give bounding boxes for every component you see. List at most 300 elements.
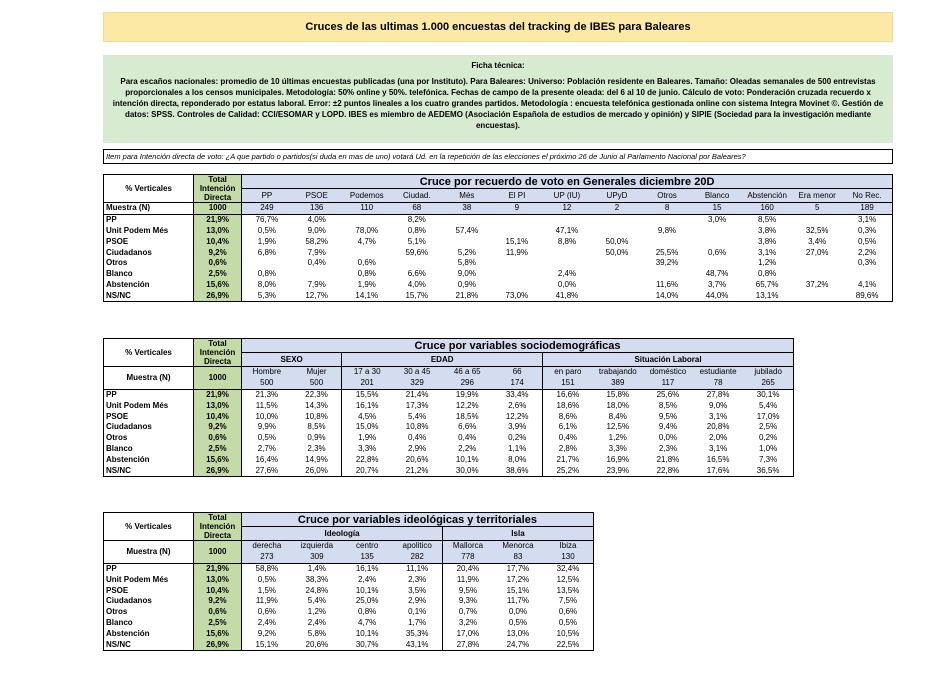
column-header: Menorca xyxy=(493,541,543,552)
group-header: Ideología xyxy=(242,527,443,541)
cell-value xyxy=(542,214,592,225)
cell-value xyxy=(542,258,592,269)
cell-value xyxy=(792,214,842,225)
column-header: derecha xyxy=(242,541,292,552)
cell-value xyxy=(492,280,542,291)
row-label: PSOE xyxy=(104,236,194,247)
cell-value: 25,6% xyxy=(656,389,680,399)
column-header: izquierda xyxy=(292,541,342,552)
table-row xyxy=(104,269,893,280)
cell-value: 15,7% xyxy=(392,290,442,301)
cell-value: 30,7% xyxy=(342,639,392,650)
cell-value: 1,2% xyxy=(608,433,627,443)
cell-value: 16,9% xyxy=(606,454,630,464)
cell-value: 0,8% xyxy=(257,269,277,279)
cell-value xyxy=(592,280,642,291)
muestra-value: 189 xyxy=(842,203,892,215)
cell-value: 14,0% xyxy=(642,290,692,301)
table-row xyxy=(104,400,794,411)
table-row xyxy=(104,433,794,444)
column-header: 30 a 45 xyxy=(392,367,442,378)
cell-value: 2,6% xyxy=(492,400,542,411)
muestra-total: 1000 xyxy=(194,541,242,564)
table-row xyxy=(104,585,594,596)
table-row xyxy=(104,389,794,400)
cell-value: 3,8% xyxy=(758,236,777,246)
table-row xyxy=(104,596,594,607)
cell-value: 9,2% xyxy=(257,628,276,638)
row-total: 0,6% xyxy=(194,607,242,618)
column-header: PSOE xyxy=(292,189,342,203)
cell-value: 3,3% xyxy=(608,443,627,453)
cell-value: 25,5% xyxy=(655,247,679,257)
cell-value xyxy=(692,258,742,269)
cell-value: 58,2% xyxy=(305,236,329,246)
muestra-value: 329 xyxy=(392,378,442,389)
verticales-label: % Verticales xyxy=(104,513,194,541)
cell-value: 35,3% xyxy=(392,628,442,639)
column-header: trabajando xyxy=(593,367,643,378)
cell-value: 5,4% xyxy=(743,400,793,411)
cell-value: 3,1% xyxy=(842,214,892,225)
cell-value: 6,8% xyxy=(257,247,277,257)
cell-value: 0,6% xyxy=(707,247,727,257)
cell-value: 2,9% xyxy=(407,443,427,453)
row-total: 13,0% xyxy=(194,226,242,237)
cell-value: 9,5% xyxy=(458,585,478,595)
cell-value: 9,0% xyxy=(709,400,728,410)
cell-value: 8,2% xyxy=(407,215,426,225)
cell-value: 9,0% xyxy=(307,225,326,235)
cell-value: 0,6% xyxy=(257,607,276,617)
muestra-value: 78 xyxy=(693,378,743,389)
cell-value: 19,9% xyxy=(455,389,479,399)
muestra-value: 68 xyxy=(392,203,442,215)
cell-value: 5,4% xyxy=(307,596,327,606)
cell-value: 16,1% xyxy=(355,563,379,573)
row-label: Ciudadanos xyxy=(104,596,194,607)
row-total: 13,0% xyxy=(194,574,242,585)
muestra-label: Muestra (N) xyxy=(104,203,194,215)
row-total: 21,9% xyxy=(194,214,242,225)
row-label: NS/NC xyxy=(104,290,194,301)
cell-value: 38,3% xyxy=(305,574,329,584)
cell-value: 8,8% xyxy=(557,236,577,246)
ficha-text: Para escaños nacionales: promedio de 10 últimas encuestas publicadas (una por Instituto). Para Baleares: Universo: Población residente en Baleares. Tamaño: Oleadas semanales de 500 entrevistas proporcionales a los censos municipales. Metodología: 50% online y 50%. telefónica. Fechas de campo de la presente oleada: del 6 al 10 de junio. Cálculo de voto: Ponderación cruzada recuerdo x intención directa, reponderado por estatus laboral. Error: ±2 puntos lineales a los cuatro grandes partidos. Metodología : encuesta telefónica gestionada online con sistema Integra Movinet ©. Gestión de datos: SPSS. Controles de Calidad: CCI/ESOMAR y LOPD. IBES es miembro de AEDEMO (Asociación Española de estudios de mercado y opinión) y SIPIE (Sociedad para la investigación mediante encuestas). xyxy=(112,77,884,130)
row-total: 21,9% xyxy=(194,563,242,574)
table-row xyxy=(104,454,794,465)
cell-value: 5,8% xyxy=(307,628,327,638)
cell-value: 10,0% xyxy=(255,411,279,421)
cell-value: 10,5% xyxy=(543,628,593,639)
cell-value: 5,3% xyxy=(242,290,292,301)
group-header: Isla xyxy=(443,527,594,541)
column-header: Otros xyxy=(642,189,692,203)
cell-value: 2,2% xyxy=(842,247,892,258)
cell-value: 2,7% xyxy=(257,443,276,453)
cell-value: 48,7% xyxy=(705,269,729,279)
group-header: Situación Laboral xyxy=(543,353,794,367)
muestra-label: Muestra (N) xyxy=(104,541,194,564)
row-label: Unit Podem Més xyxy=(104,226,194,237)
cell-value: 0,6% xyxy=(543,607,593,618)
ficha-heading: Ficha técnica: xyxy=(471,61,525,70)
cell-value: 50,0% xyxy=(605,236,629,246)
cell-value xyxy=(292,269,342,280)
cell-value: 24,8% xyxy=(305,585,329,595)
cell-value xyxy=(642,236,692,247)
cell-value: 30,1% xyxy=(743,389,793,400)
table-row xyxy=(104,258,893,269)
cell-value: 1,9% xyxy=(257,236,277,246)
muestra-value: 2 xyxy=(592,203,642,215)
cell-value xyxy=(492,269,542,280)
muestra-value: 9 xyxy=(492,203,542,215)
cell-value: 2,4% xyxy=(358,574,377,584)
muestra-label: Muestra (N) xyxy=(104,367,194,390)
cell-value: 32,5% xyxy=(805,225,829,235)
cell-value xyxy=(592,269,642,280)
column-header: apolitico xyxy=(392,541,442,552)
cell-value: 27,8% xyxy=(706,389,730,399)
cell-value: 3,1% xyxy=(709,411,728,421)
table-row xyxy=(104,607,594,618)
cell-value: 7,9% xyxy=(307,247,326,257)
cell-value: 30,0% xyxy=(442,465,492,476)
cell-value: 0,4% xyxy=(407,433,427,443)
column-header: Ibiza xyxy=(543,541,593,552)
cell-value: 25,0% xyxy=(355,596,379,606)
cell-value xyxy=(342,214,392,225)
cell-value: 58,8% xyxy=(255,563,279,573)
cell-value: 1,2% xyxy=(307,607,327,617)
group-header: EDAD xyxy=(342,353,543,367)
cell-value: 21,7% xyxy=(556,454,580,464)
cell-value: 16,4% xyxy=(255,454,279,464)
muestra-value: 160 xyxy=(742,203,792,215)
cell-value: 0,7% xyxy=(458,607,478,617)
cell-value xyxy=(692,226,742,237)
cell-value: 1,7% xyxy=(392,618,442,629)
column-header: UPyD xyxy=(592,189,642,203)
row-label: PSOE xyxy=(104,585,194,596)
row-label: Blanco xyxy=(104,269,194,280)
row-total: 13,0% xyxy=(194,400,242,411)
cell-value: 38,6% xyxy=(492,465,542,476)
cell-value: 8,4% xyxy=(608,411,627,421)
cell-value: 1,0% xyxy=(743,444,793,455)
cell-value: 43,1% xyxy=(392,639,442,650)
cell-value: 4,5% xyxy=(358,411,377,421)
row-label: Ciudadanos xyxy=(104,247,194,258)
column-header: doméstico xyxy=(643,367,693,378)
cell-value: 17,0% xyxy=(743,411,793,422)
cell-value xyxy=(842,269,892,280)
row-label: Blanco xyxy=(104,444,194,455)
row-total: 9,2% xyxy=(194,247,242,258)
cell-value: 41,8% xyxy=(542,290,592,301)
cell-value xyxy=(792,290,842,301)
cell-value: 17,6% xyxy=(693,465,743,476)
cell-value: 10,8% xyxy=(292,411,342,422)
column-header: El PI xyxy=(492,189,542,203)
row-total: 26,9% xyxy=(194,290,242,301)
cell-value: 32,4% xyxy=(543,563,593,574)
cell-value: 0,6% xyxy=(357,258,376,268)
table-row xyxy=(104,563,594,574)
column-header: centro xyxy=(342,541,392,552)
cell-value: 2,3% xyxy=(392,574,442,585)
cell-value: 2,2% xyxy=(458,443,477,453)
cell-value: 1,1% xyxy=(492,444,542,455)
cell-value: 22,8% xyxy=(643,465,693,476)
cell-value: 8,5% xyxy=(292,422,342,433)
total-header-line: Intención xyxy=(199,184,236,193)
cell-value: 0,3% xyxy=(842,258,892,269)
cell-value: 1,5% xyxy=(257,585,276,595)
cell-value: 0,5% xyxy=(257,225,277,235)
cell-value: 11,1% xyxy=(392,563,442,574)
muestra-value: 110 xyxy=(342,203,392,215)
cell-value: 5,4% xyxy=(407,411,427,421)
column-header: No Rec. xyxy=(842,189,892,203)
cell-value: 26,0% xyxy=(292,465,342,476)
muestra-value: 174 xyxy=(492,378,542,389)
table-row xyxy=(104,411,794,422)
cell-value: 9,4% xyxy=(658,422,678,432)
cell-value: 2,9% xyxy=(392,596,442,607)
column-header: Mujer xyxy=(292,367,342,378)
cell-value: 17,3% xyxy=(405,400,429,410)
cell-value: 21,8% xyxy=(442,290,492,301)
muestra-value: 135 xyxy=(342,552,392,563)
column-header: Podemos xyxy=(342,189,392,203)
cell-value: 11,9% xyxy=(505,247,528,257)
table-recuerdo-voto xyxy=(103,174,893,302)
cell-value: 3,4% xyxy=(808,236,827,246)
row-total: 21,9% xyxy=(194,389,242,400)
cell-value: 0,8% xyxy=(758,269,777,279)
muestra-value: 117 xyxy=(643,378,693,389)
muestra-value: 273 xyxy=(242,552,292,563)
cell-value: 3,5% xyxy=(392,585,442,596)
cell-value: 17,2% xyxy=(506,574,530,584)
cell-value: 1,4% xyxy=(307,563,327,573)
muestra-value: 296 xyxy=(442,378,492,389)
cell-value: 7,5% xyxy=(543,596,593,607)
muestra-total: 1000 xyxy=(194,367,242,390)
table-row xyxy=(104,618,594,629)
cell-value: 9,8% xyxy=(657,225,677,235)
cell-value xyxy=(542,247,592,258)
cell-value: 22,8% xyxy=(355,454,379,464)
muestra-total: 1000 xyxy=(194,203,242,215)
cell-value: 8,6% xyxy=(558,411,577,421)
cell-value: 73,0% xyxy=(492,290,542,301)
total-header-line: Intención xyxy=(199,522,236,531)
page-title: Cruces de las ultimas 1.000 encuestas del tracking de IBES para Baleares xyxy=(103,12,893,42)
column-header: UP (IU) xyxy=(542,189,592,203)
cell-value: 0,3% xyxy=(842,226,892,237)
cell-value: 27,0% xyxy=(805,247,829,257)
cell-value: 18,0% xyxy=(606,400,630,410)
table-row xyxy=(104,574,594,585)
cell-value: 5,2% xyxy=(457,247,476,257)
cell-value: 10,1% xyxy=(455,454,479,464)
muestra-value: 151 xyxy=(543,378,593,389)
row-total: 2,5% xyxy=(194,618,242,629)
cell-value: 2,3% xyxy=(292,444,342,455)
row-label: Abstención xyxy=(104,628,194,639)
muestra-value: 265 xyxy=(743,378,793,389)
question-item: Item para Intención directa de voto: ¿A que partido o partidos(si duda en mas de uno) votará Ud. en la repetición de las elecciones el próximo 26 de Junio al Parlamento Nacional por Baleares? xyxy=(103,149,893,164)
cell-value: 21,4% xyxy=(405,389,429,399)
row-total: 10,4% xyxy=(194,411,242,422)
row-label: Otros xyxy=(104,433,194,444)
cell-value: 15,1% xyxy=(505,236,529,246)
ficha-tecnica xyxy=(103,55,893,143)
cell-value: 2,4% xyxy=(307,617,327,627)
row-total: 9,2% xyxy=(194,596,242,607)
column-header: 17 a 30 xyxy=(342,367,392,378)
muestra-value: 15 xyxy=(692,203,742,215)
cell-value: 9,9% xyxy=(257,422,276,432)
cell-value: 0,1% xyxy=(392,607,442,618)
cell-value xyxy=(492,214,542,225)
column-header: PP xyxy=(242,189,292,203)
cell-value xyxy=(642,214,692,225)
muestra-value: 83 xyxy=(493,552,543,563)
cell-value: 14,9% xyxy=(292,454,342,465)
cell-value: 11,9% xyxy=(456,574,479,584)
group-header: SEXO xyxy=(242,353,342,367)
cell-value: 14,3% xyxy=(292,400,342,411)
cell-value xyxy=(442,236,492,247)
cell-value: 7,9% xyxy=(307,279,326,289)
row-label: Abstención xyxy=(104,280,194,291)
column-header: 46 a 65 xyxy=(442,367,492,378)
cell-value: 3,3% xyxy=(358,443,377,453)
row-label: PP xyxy=(104,389,194,400)
cell-value: 15,1% xyxy=(242,639,292,650)
column-header: 66 xyxy=(492,367,542,378)
row-total: 15,6% xyxy=(194,280,242,291)
cell-value: 1,9% xyxy=(357,279,376,289)
cell-value: 1,2% xyxy=(758,258,777,268)
total-header xyxy=(194,513,242,541)
cell-value: 3,7% xyxy=(707,279,727,289)
cell-value xyxy=(592,258,642,269)
cell-value: 33,4% xyxy=(492,389,542,400)
cell-value: 59,6% xyxy=(405,247,429,257)
column-header: Hombre xyxy=(242,367,292,378)
column-header: jubilado xyxy=(743,367,793,378)
muestra-value: 12 xyxy=(542,203,592,215)
total-header-line: Directa xyxy=(203,357,232,366)
cell-value: 22,3% xyxy=(292,389,342,400)
table-ideologicas xyxy=(103,512,594,651)
cell-value: 3,9% xyxy=(492,422,542,433)
cell-value: 37,2% xyxy=(805,279,829,289)
cell-value: 10,1% xyxy=(355,585,379,595)
cell-value: 8,5% xyxy=(658,400,678,410)
row-total: 0,6% xyxy=(194,258,242,269)
cell-value: 65,7% xyxy=(755,279,779,289)
cell-value: 57,4% xyxy=(455,225,479,235)
row-total: 9,2% xyxy=(194,422,242,433)
cell-value: 15,8% xyxy=(606,389,630,399)
table-row xyxy=(104,247,893,258)
cell-value: 21,8% xyxy=(656,454,680,464)
cell-value: 2,3% xyxy=(658,443,678,453)
cell-value xyxy=(442,214,492,225)
cell-value xyxy=(242,258,292,269)
muestra-value: 8 xyxy=(642,203,692,215)
cell-value: 6,6% xyxy=(407,269,426,279)
table-row xyxy=(104,422,794,433)
cell-value xyxy=(792,258,842,269)
muestra-value: 5 xyxy=(792,203,842,215)
cell-value: 10,8% xyxy=(405,422,429,432)
cell-value: 0,5% xyxy=(842,236,892,247)
cell-value: 6,6% xyxy=(458,422,477,432)
cell-value: 10,1% xyxy=(355,628,379,638)
cell-value: 4,0% xyxy=(307,215,326,225)
cell-value: 15,5% xyxy=(355,389,379,399)
cell-value: 8,0% xyxy=(492,454,542,465)
row-label: Unit Podem Més xyxy=(104,574,194,585)
cell-value: 0,5% xyxy=(257,574,276,584)
total-header-line: Total xyxy=(208,513,227,522)
cell-value: 2,0% xyxy=(709,433,728,443)
row-label: Abstención xyxy=(104,454,194,465)
cell-value: 78,0% xyxy=(355,225,379,235)
cell-value: 18,5% xyxy=(455,411,479,421)
cell-value: 12,2% xyxy=(455,400,479,410)
row-total: 26,9% xyxy=(194,465,242,476)
row-total: 15,6% xyxy=(194,628,242,639)
cell-value: 2,5% xyxy=(743,422,793,433)
cell-value: 4,0% xyxy=(407,279,426,289)
cell-value: 13,1% xyxy=(742,290,792,301)
cell-value: 76,7% xyxy=(255,215,279,225)
cell-value: 11,7% xyxy=(506,596,529,606)
verticales-label: % Verticales xyxy=(104,175,194,203)
cell-value: 5,8% xyxy=(457,258,476,268)
row-label: Otros xyxy=(104,258,194,269)
cell-value: 0,9% xyxy=(292,433,342,444)
table-row xyxy=(104,628,594,639)
cell-value: 15,1% xyxy=(506,585,530,595)
column-header: Mallorca xyxy=(443,541,493,552)
verticales-label: % Verticales xyxy=(104,339,194,367)
table-row xyxy=(104,214,893,225)
cell-value: 23,9% xyxy=(593,465,643,476)
cell-value: 20,6% xyxy=(292,639,342,650)
table-row xyxy=(104,280,893,291)
column-header: Més xyxy=(442,189,492,203)
cell-value: 20,6% xyxy=(405,454,429,464)
cell-value: 8,0% xyxy=(257,279,277,289)
cell-value: 12,5% xyxy=(543,574,593,585)
cell-value: 11,9% xyxy=(255,596,278,606)
muestra-value: 201 xyxy=(342,378,392,389)
total-header-line: Total xyxy=(208,175,227,184)
column-header: estudiante xyxy=(693,367,743,378)
cell-value: 8,5% xyxy=(758,215,777,225)
cell-value: 0,4% xyxy=(458,433,477,443)
cell-value: 17,7% xyxy=(506,563,530,573)
